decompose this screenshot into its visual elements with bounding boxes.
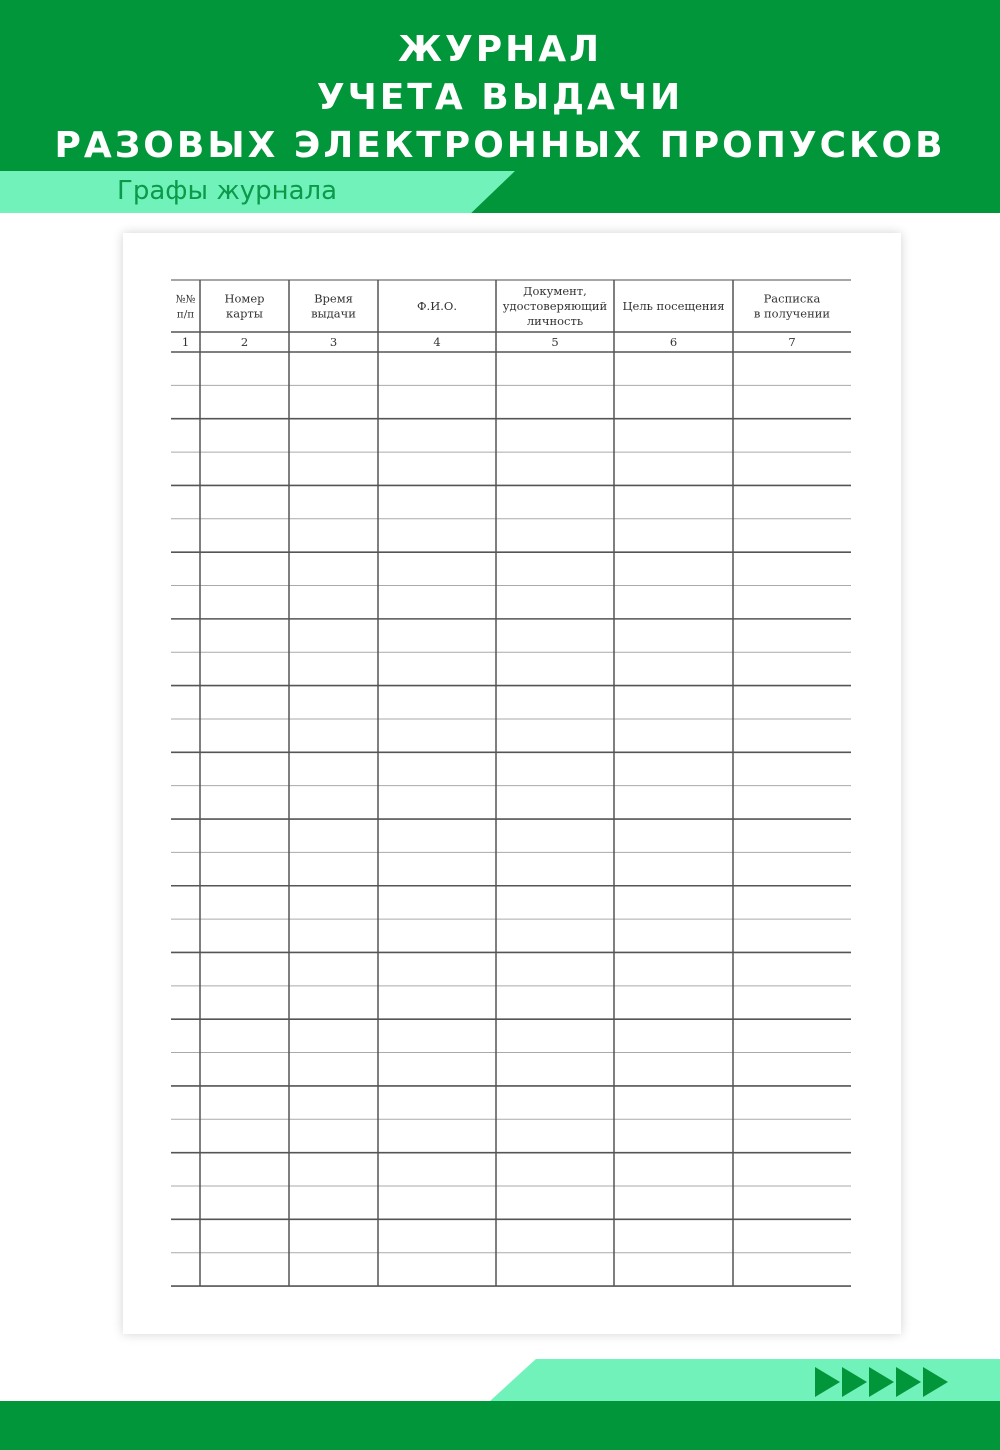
column-header-text: Цель посещения (622, 299, 725, 313)
column-header-text: карты (226, 306, 263, 321)
column-header-text: Номер (224, 291, 265, 306)
title-line-2: УЧЕТА ВЫДАЧИ (316, 77, 684, 118)
section-subtitle: Графы журнала (117, 176, 338, 206)
column-number: 1 (181, 335, 190, 349)
column-header-text: №№ (175, 293, 196, 306)
footer-bar (0, 1401, 1000, 1450)
title-line-1: ЖУРНАЛ (397, 29, 603, 70)
journal-sheet (123, 233, 901, 1334)
column-header-text: п/п (176, 308, 195, 321)
arrow-icon (869, 1367, 894, 1397)
column-header-text: Ф.И.О. (417, 299, 457, 313)
journal-table (123, 233, 901, 1334)
fast-forward-arrows-icon (815, 1367, 955, 1397)
column-number: 7 (788, 335, 796, 349)
column-number: 4 (433, 335, 441, 349)
column-number: 2 (240, 335, 249, 349)
column-header-text: личность (526, 314, 584, 328)
arrow-icon (815, 1367, 840, 1397)
column-header-text: удостоверяющий (502, 299, 608, 313)
column-number: 3 (329, 335, 338, 349)
column-header-text: Документ, (523, 284, 587, 298)
column-header-text: Время (314, 291, 353, 306)
title-line-3: РАЗОВЫХ ЭЛЕКТРОННЫХ ПРОПУСКОВ (54, 125, 946, 166)
column-header-text: в получении (753, 306, 831, 321)
column-header-text: Расписка (763, 291, 821, 306)
column-header-text: выдачи (311, 306, 356, 321)
arrow-icon (896, 1367, 921, 1397)
arrow-icon (923, 1367, 948, 1397)
column-number: 6 (669, 335, 678, 349)
column-number: 5 (551, 335, 559, 349)
arrow-icon (842, 1367, 867, 1397)
